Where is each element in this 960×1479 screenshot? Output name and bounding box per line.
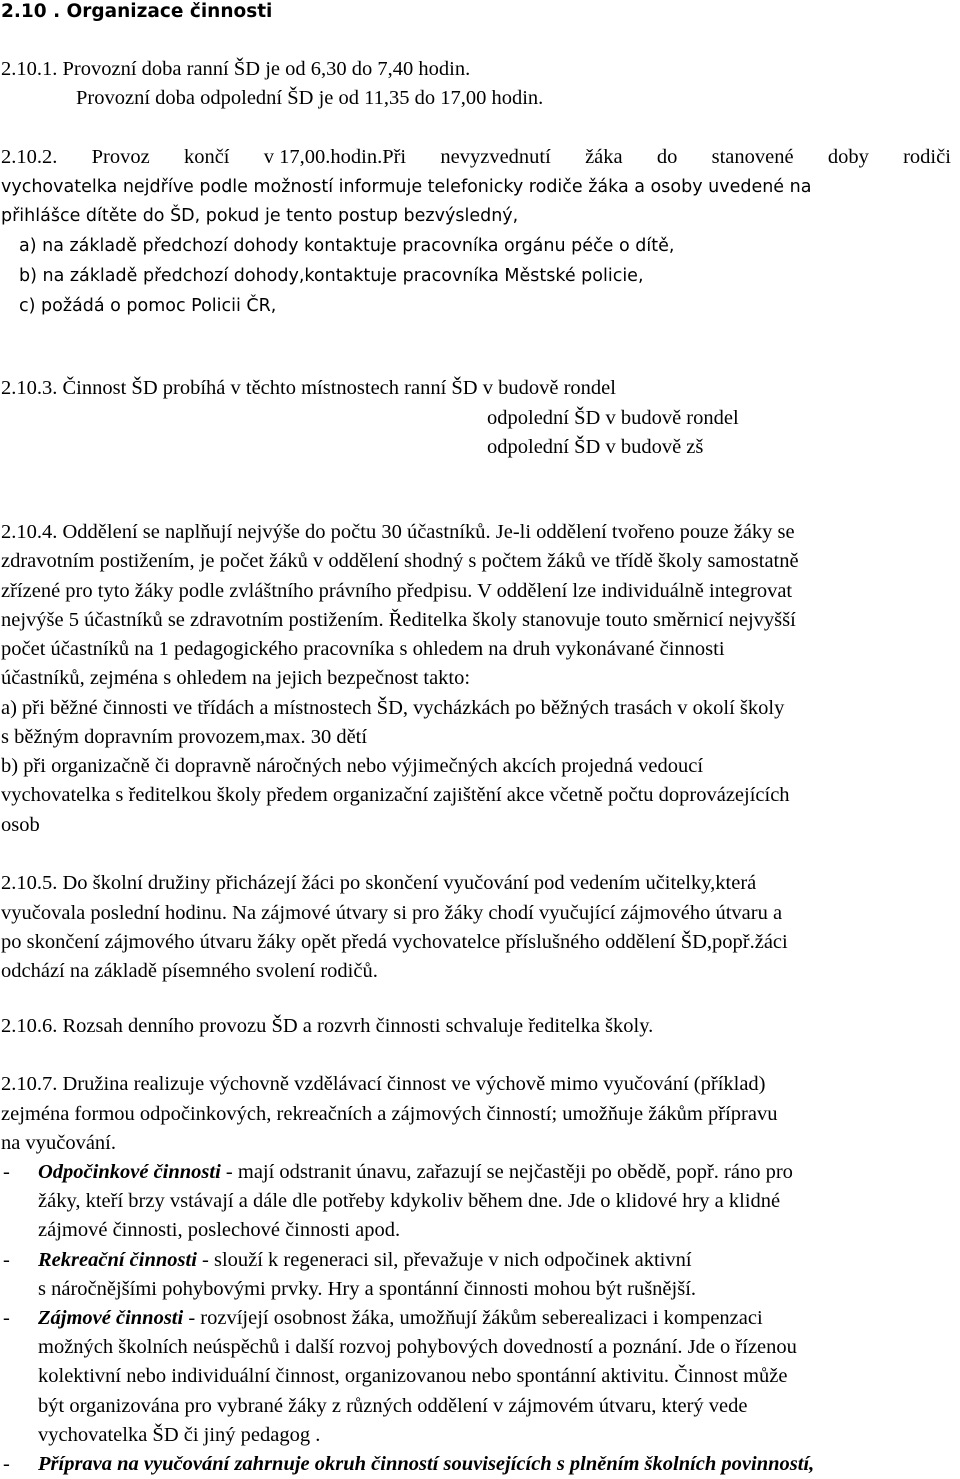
paragraph-2-10-7-line-3: na vyučování.	[1, 1132, 116, 1154]
section-heading: 2.10 . Organizace činnosti	[1, 1, 273, 22]
bullet-odpocinkove-line-2: žáky, kteří brzy vstávají a dále dle potřeby kdykoliv během dne. Jde o klidové hry a klidné	[38, 1190, 781, 1212]
bullet-priprava-line-1: Příprava na vyučování zahrnuje okruh činností souvisejících s plněním školních povinností,	[38, 1453, 815, 1475]
bullet-dash: -	[3, 1249, 10, 1271]
paragraph-2-10-3-line-1: 2.10.3. Činnost ŠD probíhá v těchto místnostech ranní ŠD v budově rondel	[1, 377, 616, 399]
bullet-rekreacni-line-1: Rekreační činnosti - slouží k regeneraci sil, převažuje v nich odpočinek aktivní	[38, 1249, 692, 1271]
bullet-dash: -	[3, 1307, 10, 1329]
paragraph-2-10-3-line-2: odpolední ŠD v budově rondel	[487, 407, 739, 429]
paragraph-2-10-4-line-3: zřízené pro tyto žáky podle zvláštního právního předpisu. V oddělení lze individuálně integrovat	[1, 580, 793, 602]
paragraph-2-10-7-line-1: 2.10.7. Družina realizuje výchovně vzdělávací činnost ve výchově mimo vyučování (příklad)	[1, 1073, 766, 1095]
paragraph-2-10-4-line-8: s běžným dopravním provozem,max. 30 dětí	[1, 726, 368, 748]
paragraph-2-10-4-line-1: 2.10.4. Oddělení se naplňují nejvýše do počtu 30 účastníků. Je-li oddělení tvořeno pouze žáky se	[1, 521, 795, 543]
bullet-odpocinkove-line-3: zájmové činnosti, poslechové činnosti apod.	[38, 1219, 401, 1241]
bullet-rekreacni-line-2: s náročnějšími pohybovými prvky. Hry a spontánní činnosti mohou být rušnější.	[38, 1278, 697, 1300]
paragraph-2-10-2-line-2: vychovatelka nejdříve podle možností informuje telefonicky rodiče žáka a osoby uvedené na	[1, 177, 812, 197]
paragraph-2-10-4-line-6: účastníků, zejména s ohledem na jejich bezpečnost takto:	[1, 667, 471, 689]
paragraph-2-10-5-line-1: 2.10.5. Do školní družiny přicházejí žáci po skončení vyučování pod vedením učitelky,která	[1, 872, 757, 894]
bullet-zajmove-line-2: možných školních neúspěchů i další rozvoj pohybových dovedností a poznání. Jde o řízenou	[38, 1336, 797, 1358]
paragraph-2-10-4-line-2: zdravotním postižením, je počet žáků v oddělení shodný s počtem žáků ve třídě školy samostatně	[1, 550, 799, 572]
bullet-zajmove-line-4: být organizována pro vybrané žáky z různých oddělení v zájmovém útvaru, který vede	[38, 1395, 748, 1417]
bullet-zajmove-line-3: kolektivní nebo individuální činnost, organizovanou nebo spontánní aktivitu. Činnost může	[38, 1365, 788, 1387]
paragraph-2-10-7-line-2: zejména formou odpočinkových, rekreačních a zájmových činností; umožňuje žákům přípravu	[1, 1103, 778, 1125]
bullet-zajmove-line-1: Zájmové činnosti - rozvíjejí osobnost žáka, umožňují žákům seberealizaci i kompenzaci	[38, 1307, 763, 1329]
paragraph-2-10-3-line-3: odpolední ŠD v budově zš	[487, 436, 704, 458]
paragraph-2-10-1-line-2: Provozní doba odpolední ŠD je od 11,35 do 17,00 hodin.	[76, 87, 544, 109]
list-item-a: a) na základě předchozí dohody kontaktuje pracovníka orgánu péče o dítě,	[19, 236, 675, 256]
paragraph-2-10-5-line-3: po skončení zájmového útvaru žáky opět předá vychovatelce příslušného oddělení ŠD,popř.žáci	[1, 931, 788, 953]
paragraph-2-10-4-line-5: počet účastníků na 1 pedagogického pracovníka s ohledem na druh vykonávané činnosti	[1, 638, 725, 660]
bullet-odpocinkove-line-1: Odpočinkové činnosti - mají odstranit únavu, zařazují se nejčastěji po obědě, popř. ráno pro	[38, 1161, 793, 1183]
paragraph-2-10-4-line-9: b) při organizačně či dopravně náročných nebo výjimečných akcích projedná vedoucí	[1, 755, 704, 777]
bullet-odpocinkove-title: Odpočinkové činnosti	[38, 1161, 221, 1183]
bullet-zajmove-title: Zájmové činnosti	[38, 1307, 184, 1329]
paragraph-2-10-2-line-1: 2.10.2. Provoz končí v 17,00.hodin.Při nevyzvednutí žáka do stanovené doby rodiči	[1, 146, 951, 168]
list-item-b: b) na základě předchozí dohody,kontaktuje pracovníka Městské policie,	[19, 266, 644, 286]
paragraph-2-10-4-line-4: nejvýše 5 účastníků se zdravotním postižením. Ředitelka školy stanovuje touto směrnicí nejvyšší	[1, 609, 796, 631]
list-item-c: c) požádá o pomoc Policii ČR,	[19, 296, 277, 316]
paragraph-2-10-2-line-3: přihlášce dítěte do ŠD, pokud je tento postup bezvýsledný,	[1, 206, 519, 226]
paragraph-2-10-4-line-7: a) při běžné činnosti ve třídách a místnostech ŠD, vycházkách po běžných trasách v okolí školy	[1, 697, 785, 719]
paragraph-2-10-1-line-1: 2.10.1. Provozní doba ranní ŠD je od 6,30 do 7,40 hodin.	[1, 58, 471, 80]
bullet-dash: -	[3, 1161, 10, 1183]
paragraph-2-10-4-line-10: vychovatelka s ředitelkou školy předem organizační zajištění akce včetně počtu doprovázejících	[1, 784, 790, 806]
paragraph-2-10-5-line-2: vyučovala poslední hodinu. Na zájmové útvary si pro žáky chodí vyučující zájmového útvaru a	[1, 902, 783, 924]
paragraph-2-10-5-line-4: odchází na základě písemného svolení rodičů.	[1, 960, 378, 982]
bullet-zajmove-line-5: vychovatelka ŠD či jiný pedagog .	[38, 1424, 321, 1446]
bullet-rekreacni-title: Rekreační činnosti	[38, 1249, 197, 1271]
bullet-dash: -	[3, 1453, 10, 1475]
paragraph-2-10-4-line-11: osob	[1, 814, 40, 836]
paragraph-2-10-6-line-1: 2.10.6. Rozsah denního provozu ŠD a rozvrh činnosti schvaluje ředitelka školy.	[1, 1015, 654, 1037]
